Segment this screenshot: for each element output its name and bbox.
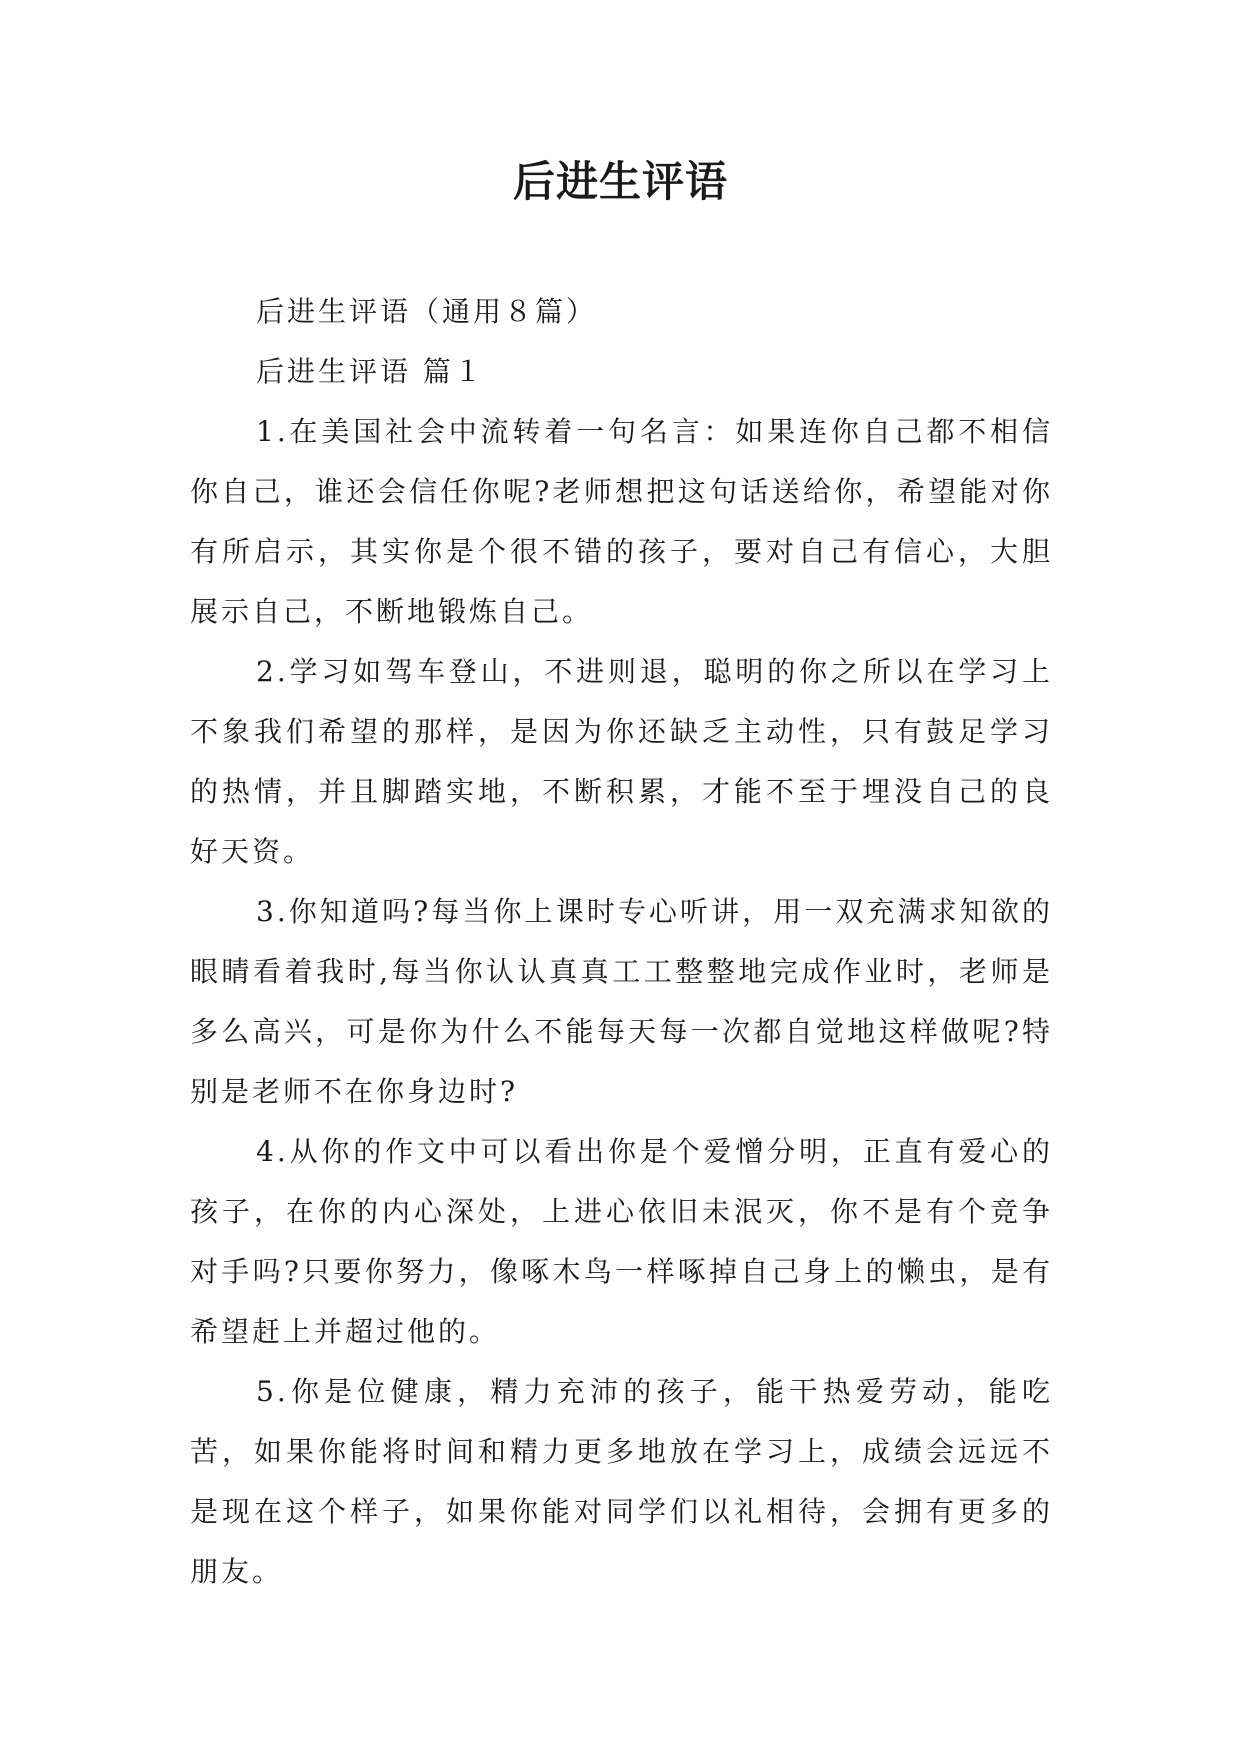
paragraph-4: 4.从你的作文中可以看出你是个爱憎分明，正直有爱心的孩子，在你的内心深处，上进心依旧未泯灭，你不是有个竞争对手吗?只要你努力，像啄木鸟一样啄掉自己身上的懒虫，是有希望赶上并超过他的。 — [190, 1135, 1053, 1348]
paragraph-2: 2.学习如驾车登山，不进则退，聪明的你之所以在学习上不象我们希望的那样，是因为你还缺乏主动性，只有鼓足学习的热情，并且脚踏实地，不断积累，才能不至于埋没自己的良好天资。 — [190, 655, 1053, 868]
section-heading: 后进生评语 篇１ — [256, 355, 485, 388]
document-body — [190, 282, 1053, 1602]
document-title: 后进生评语 — [512, 157, 728, 206]
paragraph-1: 1.在美国社会中流转着一句名言：如果连你自己都不相信你自己，谁还会信任你呢?老师想把这句话送给你，希望能对你有所启示，其实你是个很不错的孩子，要对自己有信心，大胆展示自己，不断地锻炼自己。 — [190, 415, 1053, 628]
document-subtitle: 后进生评语（通用８篇） — [256, 295, 598, 328]
paragraph-5: 5.你是位健康，精力充沛的孩子，能干热爱劳动，能吃苦，如果你能将时间和精力更多地放在学习上，成绩会远远不是现在这个样子，如果你能对同学们以礼相待，会拥有更多的朋友。 — [190, 1375, 1053, 1588]
paragraph-3: 3.你知道吗?每当你上课时专心听讲，用一双充满求知欲的眼睛看着我时,每当你认认真真工工整整地完成作业时，老师是多么高兴，可是你为什么不能每天每一次都自觉地这样做呢?特别是老师不在你身边时? — [190, 895, 1053, 1108]
